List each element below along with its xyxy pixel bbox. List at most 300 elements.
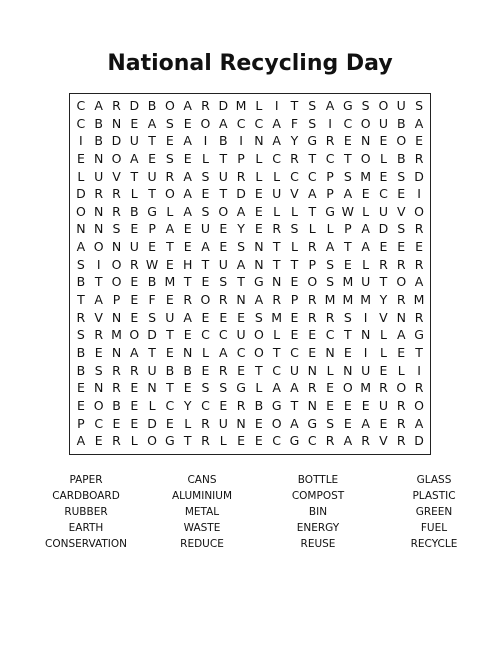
grid-letter: P (308, 256, 317, 272)
grid-letter: S (326, 274, 335, 290)
grid-letter: U (200, 221, 211, 237)
grid-letter: E (201, 309, 210, 325)
grid-letter: C (201, 327, 210, 343)
grid-row (72, 432, 428, 450)
grid-letter: T (166, 380, 174, 396)
grid-letter: S (219, 380, 228, 396)
grid-letter: E (130, 415, 139, 431)
grid-letter: O (111, 150, 122, 166)
grid-letter: A (183, 186, 192, 202)
grid-letter: C (254, 115, 264, 131)
grid-letter: O (396, 380, 407, 396)
grid-letter: A (94, 292, 103, 308)
grid-letter: N (360, 327, 371, 343)
grid-letter: T (272, 256, 281, 272)
grid-letter: S (308, 98, 317, 113)
grid-letter: E (343, 397, 352, 413)
grid-letter: T (308, 150, 317, 166)
grid-letter: R (396, 397, 406, 413)
grid-letter: R (165, 168, 175, 184)
word-bank-item: REUSE (300, 538, 336, 550)
grid-letter: B (183, 362, 192, 378)
grid-letter: R (325, 433, 335, 449)
grid-letter: U (378, 397, 389, 413)
grid-letter: A (130, 150, 139, 166)
grid-letter: E (237, 433, 246, 449)
grid-letter: O (360, 150, 371, 166)
grid-letter: C (290, 168, 299, 184)
grid-letter: N (183, 344, 193, 360)
grid-letter: M (342, 292, 354, 308)
grid-letter: O (414, 397, 424, 413)
grid-letter: F (290, 115, 299, 131)
grid-letter: D (414, 168, 424, 184)
grid-letter: A (414, 274, 424, 290)
grid-letter: L (255, 380, 263, 396)
grid-letter: R (396, 292, 406, 308)
grid-letter: E (201, 274, 210, 290)
grid-letter: U (147, 362, 157, 378)
grid-letter: L (201, 150, 209, 166)
grid-letter: E (130, 309, 139, 325)
grid-letter: P (148, 221, 156, 237)
grid-letter: E (219, 309, 228, 325)
grid-row (72, 415, 428, 433)
grid-letter: L (273, 168, 281, 184)
grid-letter: R (201, 415, 210, 431)
grid-letter: S (112, 221, 121, 237)
grid-letter: U (147, 168, 157, 184)
grid-letter: I (96, 256, 101, 272)
grid-letter: R (129, 256, 139, 272)
grid-row (72, 379, 428, 397)
grid-letter: G (147, 203, 157, 219)
grid-row (72, 220, 428, 238)
grid-letter: C (325, 150, 335, 166)
grid-letter: N (76, 221, 86, 237)
grid-letter: E (94, 344, 103, 360)
grid-letter: R (94, 327, 104, 343)
grid-letter: D (378, 221, 389, 237)
grid-letter: V (290, 186, 299, 202)
grid-letter: R (236, 397, 246, 413)
grid-row (72, 309, 428, 327)
grid-letter: B (94, 133, 103, 149)
grid-letter: Y (237, 221, 245, 237)
word-bank-item: CARDBOARD (52, 490, 120, 502)
grid-letter: N (94, 380, 104, 396)
grid-letter: L (219, 433, 227, 449)
grid-letter: A (290, 380, 299, 396)
grid-letter: V (94, 309, 103, 325)
grid-letter: T (201, 256, 210, 272)
grid-letter: T (344, 327, 352, 343)
grid-letter: W (145, 256, 159, 272)
grid-letter: R (396, 433, 406, 449)
grid-letter: E (130, 397, 139, 413)
grid-letter: E (183, 239, 192, 255)
grid-letter: D (236, 186, 246, 202)
grid-letter: N (254, 256, 264, 272)
grid-letter: L (379, 150, 387, 166)
grid-letter: N (360, 133, 371, 149)
grid-letter: E (343, 256, 352, 272)
grid-letter: I (363, 344, 368, 360)
grid-letter: A (183, 309, 192, 325)
grid-letter: E (397, 239, 406, 255)
grid-letter: O (396, 133, 407, 149)
grid-letter: R (76, 309, 86, 325)
grid-letter: L (326, 221, 334, 237)
grid-letter: O (396, 274, 407, 290)
grid-letter: G (343, 98, 353, 113)
grid-letter: L (362, 203, 370, 219)
grid-letter: S (76, 256, 85, 272)
grid-letter: L (379, 344, 387, 360)
grid-row (72, 256, 428, 274)
grid-letter: P (326, 186, 334, 202)
word-bank-item: CONSERVATION (45, 538, 127, 550)
word-bank-item: EARTH (68, 522, 104, 534)
grid-letter: L (273, 327, 281, 343)
grid-letter: V (379, 433, 388, 449)
grid-letter: A (218, 344, 228, 360)
grid-letter: R (272, 221, 281, 237)
grid-letter: U (289, 362, 300, 378)
grid-letter: D (129, 98, 140, 113)
grid-letter: Y (379, 292, 388, 308)
grid-letter: E (379, 239, 388, 255)
grid-letter: G (165, 433, 175, 449)
grid-letter: T (148, 133, 156, 149)
grid-letter: O (253, 344, 264, 360)
grid-letter: P (344, 221, 352, 237)
grid-letter: A (236, 203, 246, 219)
grid-letter: A (272, 115, 281, 131)
grid-letter: Y (290, 133, 299, 149)
grid-letter: R (272, 292, 281, 308)
word-bank-item: GLASS (416, 474, 452, 486)
grid-letter: S (201, 168, 210, 184)
grid-letter: S (148, 309, 157, 325)
grid-letter: A (361, 221, 370, 237)
grid-letter: A (343, 433, 353, 449)
grid-letter: R (414, 221, 424, 237)
grid-letter: O (271, 415, 282, 431)
grid-letter: B (112, 397, 121, 413)
grid-row (72, 115, 428, 133)
grid-letter: B (130, 203, 139, 219)
grid-letter: E (415, 133, 423, 149)
grid-letter: T (148, 186, 156, 202)
grid-letter: R (218, 292, 228, 308)
grid-letter: E (254, 415, 263, 431)
grid-letter: C (272, 433, 282, 449)
grid-letter: R (218, 362, 228, 378)
grid-letter: T (344, 239, 352, 255)
grid-letter: E (165, 133, 174, 149)
grid-letter: O (93, 397, 104, 413)
grid-letter: L (273, 203, 281, 219)
grid-letter: P (326, 168, 334, 184)
grid-letter: M (111, 327, 122, 343)
grid-letter: U (361, 362, 371, 378)
grid-letter: R (112, 98, 121, 113)
grid-letter: T (415, 344, 423, 360)
grid-letter: E (148, 239, 157, 255)
grid-letter: A (183, 133, 192, 149)
grid-letter: E (148, 150, 157, 166)
grid-row (72, 344, 428, 362)
grid-letter: T (166, 239, 174, 255)
grid-letter: S (254, 309, 263, 325)
grid-letter: N (325, 344, 335, 360)
grid-letter: L (77, 168, 85, 184)
grid-letter: E (361, 397, 370, 413)
grid-letter: A (130, 344, 139, 360)
grid-letter: E (415, 239, 423, 255)
grid-letter: V (396, 203, 406, 219)
grid-letter: P (77, 415, 85, 431)
grid-letter: T (94, 274, 103, 290)
grid-letter: D (76, 186, 86, 202)
grid-row (72, 203, 428, 221)
grid-letter: C (94, 415, 104, 431)
grid-letter: A (254, 292, 264, 308)
word-bank-item: RUBBER (64, 506, 108, 518)
grid-letter: I (363, 309, 368, 325)
grid-letter: R (414, 309, 424, 325)
grid-row (72, 397, 428, 415)
grid-letter: T (272, 344, 281, 360)
grid-letter: E (165, 415, 174, 431)
grid-letter: O (147, 433, 157, 449)
grid-letter: S (308, 115, 317, 131)
grid-letter: U (361, 274, 371, 290)
grid-row (72, 273, 428, 291)
grid-letter: T (237, 274, 245, 290)
grid-letter: L (201, 344, 209, 360)
grid-letter: B (76, 344, 86, 360)
grid-letter: A (361, 239, 370, 255)
grid-letter: U (272, 186, 282, 202)
grid-letter: S (219, 274, 228, 290)
grid-letter: F (148, 292, 156, 308)
grid-letter: L (166, 203, 174, 219)
grid-letter: D (147, 415, 157, 431)
grid-letter: S (397, 168, 406, 184)
grid-letter: R (112, 433, 121, 449)
grid-letter: T (77, 292, 85, 308)
grid-letter: C (76, 98, 86, 113)
grid-letter: C (272, 150, 282, 166)
grid-letter: O (253, 327, 264, 343)
grid-letter: E (130, 292, 139, 308)
grid-letter: E (379, 362, 388, 378)
grid-letter: E (254, 203, 263, 219)
grid-letter: S (237, 239, 246, 255)
grid-letter: C (307, 168, 317, 184)
grid-letter: A (325, 239, 335, 255)
grid-letter: G (254, 274, 264, 290)
grid-letter: M (360, 380, 372, 396)
grid-letter: C (379, 186, 388, 202)
grid-letter: T (290, 98, 299, 113)
grid-letter: R (379, 380, 388, 396)
grid-letter: U (378, 115, 389, 131)
word-bank-item: METAL (184, 506, 220, 518)
grid-letter: G (307, 133, 318, 149)
grid-letter: M (324, 292, 336, 308)
grid-letter: A (272, 380, 281, 396)
grid-letter: R (307, 309, 317, 325)
grid-letter: L (255, 150, 263, 166)
grid-letter: O (200, 292, 211, 308)
grid-letter: O (111, 256, 122, 272)
grid-letter: R (325, 133, 335, 149)
grid-letter: C (76, 115, 86, 131)
grid-letter: A (165, 221, 175, 237)
grid-letter: N (254, 133, 264, 149)
grid-letter: E (183, 150, 192, 166)
grid-letter: T (255, 362, 263, 378)
grid-letter: L (290, 203, 298, 219)
grid-letter: E (165, 344, 174, 360)
grid-letter: B (218, 133, 228, 149)
grid-letter: A (236, 256, 246, 272)
grid-letter: B (76, 362, 86, 378)
grid-letter: S (290, 221, 299, 237)
grid-letter: L (184, 415, 192, 431)
grid-letter: G (236, 380, 246, 396)
grid-letter: E (361, 186, 370, 202)
grid-letter: T (290, 256, 299, 272)
grid-letter: I (417, 362, 421, 378)
grid-letter: B (396, 115, 406, 131)
grid-letter: E (219, 221, 228, 237)
grid-letter: C (343, 115, 353, 131)
grid-letter: S (165, 115, 174, 131)
grid-letter: T (183, 433, 192, 449)
grid-letter: U (236, 327, 246, 343)
grid-letter: E (237, 362, 246, 378)
grid-letter: R (414, 380, 424, 396)
grid-letter: R (361, 433, 370, 449)
grid-letter: E (130, 380, 139, 396)
grid-letter: E (254, 433, 263, 449)
grid-letter: E (219, 397, 228, 413)
grid-letter: D (111, 133, 122, 149)
grid-letter: O (75, 203, 86, 219)
grid-letter: O (129, 327, 140, 343)
grid-letter: N (111, 239, 122, 255)
grid-letter: I (274, 98, 279, 113)
grid-letter: T (308, 203, 317, 219)
grid-letter: R (307, 380, 317, 396)
grid-letter: B (396, 150, 406, 166)
grid-letter: O (111, 274, 122, 290)
grid-letter: A (414, 115, 424, 131)
grid-letter: E (130, 274, 139, 290)
grid-row (72, 362, 428, 380)
grid-letter: R (307, 292, 317, 308)
grid-letter: A (361, 415, 370, 431)
grid-letter: P (237, 150, 245, 166)
grid-letter: E (183, 221, 192, 237)
grid-letter: R (183, 292, 193, 308)
grid-letter: N (307, 397, 317, 413)
grid-letter: T (344, 150, 352, 166)
grid-letter: Y (183, 397, 192, 413)
grid-letter: E (290, 274, 299, 290)
grid-letter: C (272, 362, 282, 378)
grid-letter: S (201, 380, 210, 396)
grid-letter: A (201, 239, 210, 255)
grid-letter: I (328, 115, 332, 131)
grid-letter: L (130, 433, 138, 449)
grid-letter: E (397, 186, 406, 202)
grid-letter: E (237, 309, 246, 325)
grid-letter: U (378, 203, 389, 219)
grid-letter: E (290, 327, 299, 343)
grid-letter: U (165, 309, 175, 325)
grid-letter: L (397, 362, 405, 378)
grid-letter: L (290, 239, 298, 255)
grid-letter: G (307, 415, 318, 431)
grid-row (72, 168, 428, 186)
grid-letter: E (290, 309, 299, 325)
grid-letter: G (271, 397, 282, 413)
grid-letter: C (218, 327, 228, 343)
grid-letter: E (308, 344, 317, 360)
grid-letter: U (396, 98, 406, 113)
grid-letter: A (147, 115, 157, 131)
grid-letter: R (112, 203, 121, 219)
grid-row (72, 238, 428, 256)
grid-row (72, 132, 428, 150)
grid-letter: A (76, 433, 86, 449)
grid-letter: N (94, 221, 104, 237)
grid-letter: I (79, 133, 83, 149)
grid-letter: A (76, 239, 86, 255)
grid-letter: T (130, 168, 139, 184)
grid-letter: E (397, 344, 406, 360)
grid-letter: L (326, 362, 334, 378)
puzzle-title: National Recycling Day (107, 51, 393, 76)
grid-letter: A (307, 186, 317, 202)
word-bank-item: FUEL (420, 522, 448, 534)
grid-letter: M (413, 292, 425, 308)
grid-letter: R (414, 150, 424, 166)
grid-letter: U (218, 256, 228, 272)
grid-letter: E (201, 362, 210, 378)
grid-row (72, 97, 428, 115)
grid-letter: E (379, 133, 388, 149)
grid-letter: R (201, 98, 210, 113)
grid-letter: N (94, 150, 104, 166)
grid-letter: S (76, 327, 85, 343)
grid-row (72, 291, 428, 309)
grid-letter: N (94, 203, 104, 219)
grid-letter: U (218, 415, 228, 431)
grid-letter: O (342, 380, 353, 396)
grid-letter: R (112, 186, 121, 202)
grid-letter: E (183, 327, 192, 343)
grid-letter: N (307, 362, 317, 378)
grid-letter: N (271, 274, 282, 290)
grid-letter: E (94, 433, 103, 449)
grid-letter: C (236, 344, 246, 360)
